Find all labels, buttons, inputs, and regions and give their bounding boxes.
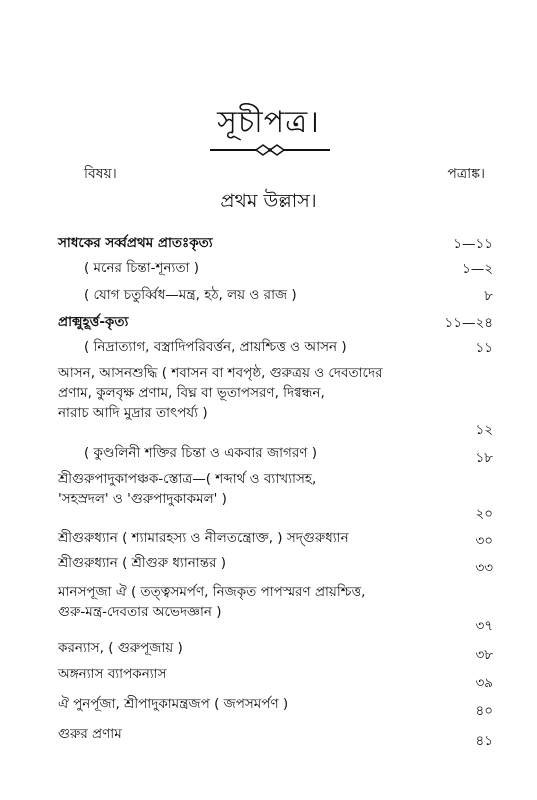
toc-entry-page: ১—১১ [453,236,493,252]
toc-entry-text: ( কুণ্ডলিনী শক্তির চিন্তা ও একবার জাগরণ ) [84,445,317,461]
toc-entry-text: করন্যাস, ( গুরুপূজায় ) [58,640,183,656]
toc-entry-page: ৪১ [475,733,493,749]
toc-entry-text: অঙ্গন্যাস ব্যাপকন্যাস [58,666,167,682]
ornament-divider-icon [210,143,330,157]
toc-entry-page: ১—২ [461,261,493,277]
toc-entry-page: ৩০ [475,533,493,549]
toc-entry-page: ১২ [475,422,493,438]
toc-entry-page: ৩৭ [475,618,493,634]
toc-entry-line: শ্রীগুরুপাদুকাপঞ্চক-স্তোত্র—( শব্দার্থ ও ব্যাখ্যাসহ, [58,471,317,487]
toc-entry-page: ২০ [475,506,493,522]
toc-entry-line: মানসপূজা ঐ ( তত্ত্বসমর্পণ, নিজকৃত পাপস্মরণ প্রায়শ্চিত্ত, [58,584,366,600]
toc-entry-text: ( নিদ্রাত্যাগ, বস্ত্রাদিপরিবর্ত্তন, প্রায়শ্চিত্ত ও আসন ) [84,339,347,355]
page-title: সূচীপত্র। [217,105,320,140]
toc-entry-page: ৪০ [475,703,493,719]
toc-entry-text: ( মনের চিন্তা-শূন্যতা ) [84,260,200,276]
toc-entry-line: প্রণাম, কুলবৃক্ষ প্রণাম, বিঘ্ন বা ভূতাপসরণ, দিগ্বন্ধন, [58,385,325,401]
subject-column-header: বিষয়। [84,166,117,182]
toc-entry-page: ১১—২৪ [444,315,493,331]
page-column-header: পত্রাঙ্ক। [447,166,485,182]
section-heading: প্রথম উল্লাস। [220,190,317,212]
toc-entry-text: শ্রীগুরুধ্যান ( শ্যামারহস্য ও নীলতন্ত্রোক্ত, ) সদ্গুরুধ্যান [58,530,349,546]
toc-entry-page: ৩৩ [475,560,493,576]
toc-entry-page: ১৮ [475,450,493,466]
toc-entry-line: নারাচ আদি মুদ্রার তাৎপর্য্য ) [58,405,208,421]
toc-entry-page: ১১ [475,340,493,356]
toc-entry-text: ঐ পুনর্পূজা, শ্রীপাদুকামন্ত্রজপ ( জপসমর্পণ ) [58,696,289,712]
toc-entry-line: আসন, আসনশুদ্ধি ( শবাসন বা শবপৃষ্ঠ, গুরুত্রয় ও দেবতাদের [58,365,383,381]
toc-entry [58,363,488,423]
toc-entry-line: গুরু-মন্ত্র-দেবতার অভেদজ্ঞান ) [58,604,222,620]
toc-entry-text: ( যোগ চতুর্ব্বিধ—মন্ত্র, হঠ, লয় ও রাজ ) [84,287,297,303]
toc-entry-page: ৮ [484,288,493,304]
toc-entry-text: সাধকের সর্ব্বপ্রথম প্রাতঃকৃত্য [58,235,213,251]
toc-entry-text: গুরুর প্রণাম [58,726,122,742]
toc-entry-text: শ্রীগুরুধ্যান ( শ্রীগুরু ধ্যানান্তর ) [58,555,227,571]
toc-entry-page: ৩৯ [475,675,493,691]
toc-entry-line: 'সহস্রদল' ও 'গুরুপাদুকাকমল' ) [58,491,227,507]
toc-entry-page: ৩৮ [475,647,493,663]
toc-entry-text: প্রাক্মুহূর্ত্ত-কৃত্য [58,314,129,330]
